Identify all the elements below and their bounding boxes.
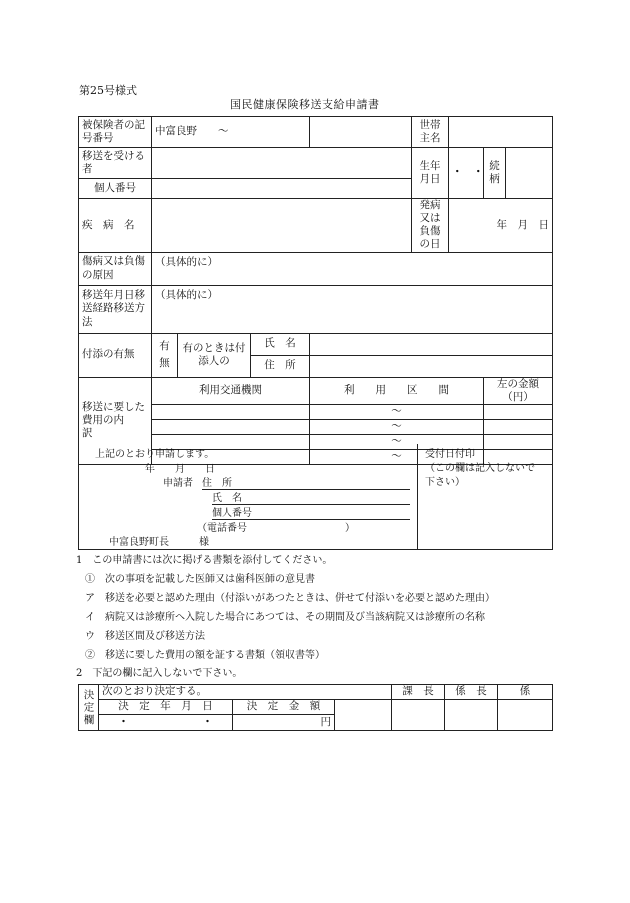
decision-blank <box>335 700 392 731</box>
insured-symbol-value[interactable]: 中富良野 〜 <box>152 117 310 148</box>
decision-text: 次のとおり決定する。 <box>99 685 335 700</box>
decision-date-header: 決 定 年 月 日 <box>99 700 233 715</box>
attendant-name-label: 氏 名 <box>251 333 310 355</box>
application-statement: 上記のとおり申請します。 <box>95 449 215 460</box>
attendant-yes[interactable]: 有 <box>159 340 170 353</box>
applicant-number-line[interactable] <box>212 509 410 520</box>
cause-value[interactable]: （具体的に） <box>152 252 553 285</box>
attendant-name-field[interactable] <box>310 333 553 355</box>
attendant-address-label: 住 所 <box>251 355 310 377</box>
addressee: 中富良野町長 様 <box>109 537 209 548</box>
household-head-label: 世帯主名 <box>412 117 449 148</box>
stamp-section-chief[interactable] <box>392 700 445 731</box>
applicant-address-line[interactable] <box>202 479 410 490</box>
decision-side-label: 決定欄 <box>79 685 99 731</box>
cost-amount-cell[interactable] <box>484 419 553 434</box>
cost-route-cell[interactable]: 〜 <box>310 434 484 449</box>
approver-subsection-chief: 係 長 <box>445 685 498 700</box>
stamp-note-1: （この欄は記入しないで <box>425 463 535 474</box>
stamp-divider <box>417 444 418 549</box>
cost-route-cell[interactable]: 〜 <box>310 449 484 464</box>
attendant-address-field[interactable] <box>310 355 553 377</box>
insured-symbol-label: 被保険者の記号番号 <box>79 117 152 148</box>
note-1-item-u: ウ 移送区間及び移送方法 <box>85 631 205 642</box>
stamp-note-2: 下さい） <box>425 477 465 488</box>
note-1-item-1: ① 次の事項を記載した医師又は歯科医師の意見書 <box>85 574 315 585</box>
note-1-item-i: イ 病院又は診療所へ入院した場合にあつては、その期間及び当該病院又は診療所の名称 <box>85 612 485 623</box>
dob-value[interactable]: ・ ・ <box>449 148 484 199</box>
decision-table <box>78 684 553 731</box>
applicant-address-label: 住 所 <box>202 478 232 489</box>
transfer-value[interactable]: （具体的に） <box>152 285 553 333</box>
attendant-if-yes: 有のときは付添人の <box>178 333 251 377</box>
cost-amount-cell[interactable] <box>484 404 553 419</box>
applicant-name-line[interactable] <box>212 494 410 505</box>
individual-number-label: 個人番号 <box>79 179 152 199</box>
disease-field[interactable] <box>152 199 412 253</box>
stamp-staff[interactable] <box>498 700 553 731</box>
application-table <box>78 116 553 465</box>
cost-label: 移送に要した費用の内 訳 <box>79 377 152 464</box>
approver-staff: 係 <box>498 685 553 700</box>
individual-number-field[interactable] <box>152 179 412 199</box>
cost-header-route: 利 用 区 間 <box>310 377 484 404</box>
decision-date-value[interactable]: ・ ・ <box>99 715 233 731</box>
relation-field[interactable] <box>506 148 553 199</box>
note-1: 1 この申請書には次に掲げる書類を添付してください。 <box>76 555 333 566</box>
cost-route-cell[interactable]: 〜 <box>310 404 484 419</box>
stamp-subsection-chief[interactable] <box>445 700 498 731</box>
transferred-person-label: 移送を受ける者 <box>79 148 152 179</box>
transferred-person-field[interactable] <box>152 148 412 179</box>
stamp-title: 受付日付印 <box>425 449 475 460</box>
applicant-number-label: 個人番号 <box>212 508 252 519</box>
household-head-field[interactable] <box>449 117 553 148</box>
disease-label: 疾 病 名 <box>79 199 152 253</box>
approver-section-chief: 課 長 <box>392 685 445 700</box>
decision-amount-header: 決 定 金 額 <box>233 700 335 715</box>
cost-transport-cell[interactable] <box>152 404 310 419</box>
transfer-label: 移送年月日移送経路移送方法 <box>79 285 152 333</box>
relation-label: 続柄 <box>484 148 506 199</box>
cost-transport-cell[interactable] <box>152 419 310 434</box>
cause-label: 傷病又は負傷の原因 <box>79 252 152 285</box>
onset-value[interactable]: 年 月 日 <box>449 199 553 253</box>
form-title: 国民健康保険移送支給申請書 <box>230 98 380 111</box>
applicant-label: 申請者 <box>163 478 193 489</box>
note-1-item-a: ア 移送を必要と認めた理由（付添いがあつたときは、併せて付添いを必要と認めた理由） <box>85 593 495 604</box>
phone-label: （電話番号 <box>197 523 247 534</box>
form-number: 第25号様式 <box>79 84 137 97</box>
decision-amount-value[interactable]: 円 <box>233 715 335 731</box>
application-box <box>78 444 553 550</box>
attendant-no[interactable]: 無 <box>159 357 170 369</box>
application-date[interactable]: 年 月 日 <box>145 464 215 475</box>
attendant-yes-no[interactable] <box>152 333 178 377</box>
note-1-item-2: ② 移送に要した費用の額を証する書類（領収書等） <box>85 650 325 661</box>
dob-label: 生年月日 <box>412 148 449 199</box>
phone-close: ） <box>345 523 355 534</box>
note-2: 2 下記の欄に記入しないで下さい。 <box>76 668 243 679</box>
cost-header-transport: 利用交通機関 <box>152 377 310 404</box>
cost-route-cell[interactable]: 〜 <box>310 419 484 434</box>
attendant-label: 付添の有無 <box>79 333 152 377</box>
onset-label: 発病又は負傷の日 <box>412 199 449 253</box>
applicant-name-label: 氏 名 <box>212 493 242 504</box>
cost-header-amount: 左の金額（円） <box>484 377 553 404</box>
